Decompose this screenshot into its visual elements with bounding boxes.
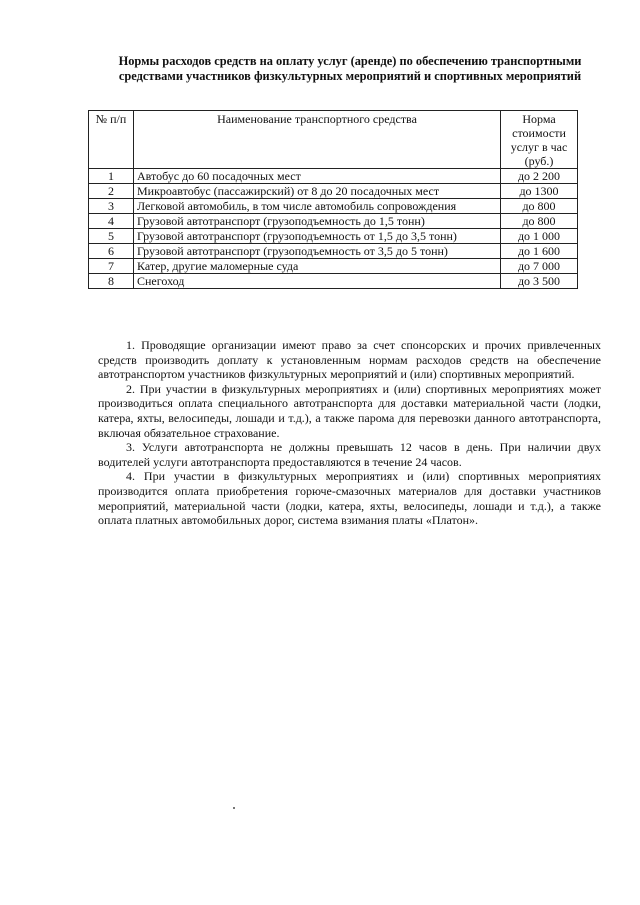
note-paragraph-3: 3. Услуги автотранспорта не должны превышать 12 часов в день. При наличии двух водителей услуги автотранспорта предоставляются в течение 24 часов. [98,440,601,469]
row-num: 7 [89,259,134,274]
row-num: 2 [89,184,134,199]
table-row [89,229,578,244]
document-title: Нормы расходов средств на оплату услуг (аренде) по обеспечению транспортными средствами участников физкультурных мероприятий и спортивных мероприятий [118,54,582,83]
row-name: Грузовой автотранспорт (грузоподъемность от 1,5 до 3,5 тонн) [134,229,501,244]
row-num: 4 [89,214,134,229]
row-norm: до 1 000 [501,229,578,244]
row-name: Грузовой автотранспорт (грузоподъемность от 3,5 до 5 тонн) [134,244,501,259]
table-row [89,214,578,229]
row-num: 6 [89,244,134,259]
table-row [89,244,578,259]
row-norm: до 1300 [501,184,578,199]
table-row [89,274,578,289]
table-row [89,184,578,199]
note-paragraph-1: 1. Проводящие организации имеют право за счет спонсорских и прочих привлеченных средств производить доплату к установленным нормам расходов средств на обеспечение автотранспортом участников физкультурных мероприятий и (или) спортивных мероприятий. [98,338,601,382]
row-name: Снегоход [134,274,501,289]
header-name: Наименование транспортного средства [134,111,501,169]
row-num: 1 [89,169,134,184]
notes-section [98,338,601,528]
header-num: № п/п [89,111,134,169]
note-paragraph-2: 2. При участии в физкультурных мероприятиях и (или) спортивных мероприятиях может производиться оплата специального автотранспорта для доставки материальной части (лодки, катера, яхты, велосипеды, лошади и т.д.), а также парома для перевозки данного автотранспорта, включая обязательное страхование. [98,381,601,440]
scan-speck [233,807,235,809]
table-header-row [89,111,578,169]
row-norm: до 7 000 [501,259,578,274]
row-name: Легковой автомобиль, в том числе автомобиль сопровождения [134,199,501,214]
norms-table [88,110,578,289]
row-name: Микроавтобус (пассажирский) от 8 до 20 посадочных мест [134,184,501,199]
row-norm: до 1 600 [501,244,578,259]
row-num: 5 [89,229,134,244]
row-num: 8 [89,274,134,289]
table-row [89,199,578,214]
row-norm: до 2 200 [501,169,578,184]
table-row [89,259,578,274]
row-name: Грузовой автотранспорт (грузоподъемность до 1,5 тонн) [134,214,501,229]
row-norm: до 800 [501,214,578,229]
row-num: 3 [89,199,134,214]
table-row [89,169,578,184]
row-name: Автобус до 60 посадочных мест [134,169,501,184]
note-paragraph-4: 4. При участии в физкультурных мероприятиях и (или) спортивных мероприятиях производится оплата приобретения горюче-смазочных материалов для доставки участников мероприятий, материальной части (лодки, катера, яхты, велосипеды, лошади и т.д.), а также оплата платных автомобильных дорог, система взимания платы «Платон». [98,469,601,528]
row-name: Катер, другие маломерные суда [134,259,501,274]
header-norm: Норма стоимости услуг в час (руб.) [501,111,578,169]
row-norm: до 3 500 [501,274,578,289]
row-norm: до 800 [501,199,578,214]
